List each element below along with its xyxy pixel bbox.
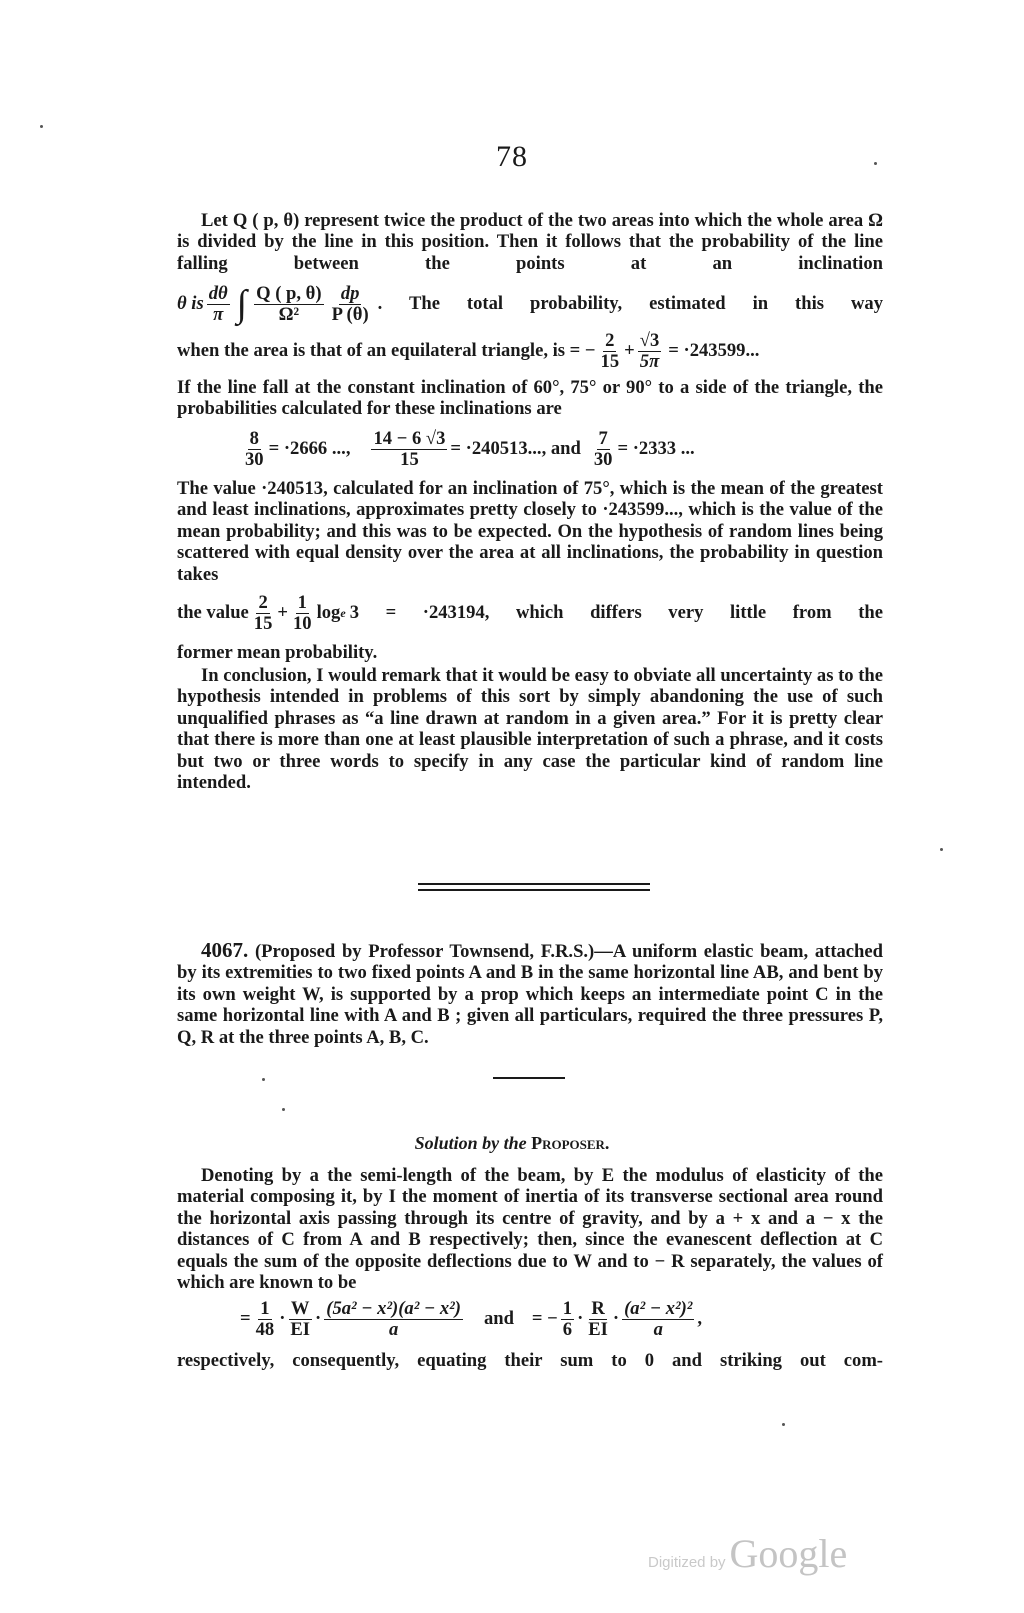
numerator: Q ( p, θ) [256, 282, 322, 304]
fraction-square-a [622, 1299, 694, 1340]
solution-paragraph [177, 1165, 883, 1293]
fraction-14-6root3-15 [371, 429, 447, 470]
fraction-q-omega [254, 284, 324, 325]
eq-tail: 3 = ·243194, which differs very little from the [349, 602, 883, 623]
denominator: P (θ) [331, 303, 369, 325]
numerator: dθ [208, 282, 228, 304]
numerator: 1 [260, 1297, 270, 1319]
question-body: —A uniform elastic beam, attached by its extremities to two fixed points A and B in the same horizontal line AB, and bent by its own weight W, is supported by a prop which keeps an intermediate point C in the same horizontal line with A and B ; given all particulars, required the three pressures P, Q, R at the three points A, B, C. [177, 941, 883, 1048]
dot-operator: · [612, 1308, 620, 1329]
comma: , [697, 1308, 703, 1329]
eq-lead: when the area is that of an equilateral triangle, is = − [177, 340, 596, 361]
fraction-w-ei [288, 1299, 312, 1340]
fraction-2-15 [252, 593, 275, 634]
scan-speck [782, 1423, 785, 1426]
paragraph-former-mean [177, 642, 883, 663]
denominator: 15 [400, 448, 419, 470]
fraction-dtheta-pi [207, 284, 230, 325]
section-divider [418, 883, 650, 891]
scan-speck [40, 125, 43, 128]
denominator: 15 [600, 350, 620, 372]
question-number: 4067. [201, 938, 249, 962]
paragraph-text: The value ·240513, calculated for an inclination of 75°, which is the mean of the greatest and least inclinations, approximates pretty closely to ·243599..., which is the value of the mean probability; and this was to be expected. On the hypothesis of random lines being scattered with equal density over the area at all inclinations, the probability in question takes [177, 478, 883, 585]
denominator: EI [290, 1318, 311, 1340]
numerator: 1 [562, 1297, 573, 1319]
paragraph-text: Denoting by a the semi-length of the beam, by E the modulus of elasticity of the material composing it, by I the moment of inertia of its transverse sectional area round the horizontal axis passing through its centre of gravity, and by a + x and a − x the distances of C from A and B respectively; then, since the evanescent deflection at C equals the sum of the opposite deflections due to W and to − R separately, the values of which are known to be [177, 1165, 883, 1294]
denominator: 6 [562, 1318, 573, 1340]
paragraph-text: former mean probability. [177, 642, 378, 663]
numerator: R [591, 1297, 605, 1319]
paragraph-discussion [177, 478, 883, 585]
numerator: 2 [258, 591, 268, 613]
denominator: 15 [253, 612, 273, 634]
paragraph-final [177, 1350, 883, 1371]
numerator: dp [340, 282, 360, 304]
denominator: 30 [245, 448, 264, 470]
fraction-r-ei [586, 1299, 610, 1340]
numerator: 14 − 6 √3 [373, 427, 446, 449]
and-word: and [483, 1308, 514, 1329]
numerator: W [290, 1297, 310, 1319]
fraction-1-48 [254, 1299, 277, 1340]
denominator: a [653, 1318, 663, 1340]
scan-speck [874, 162, 877, 165]
eq-lead: the value [177, 602, 249, 623]
scan-speck [282, 1108, 285, 1111]
fraction-polynomial-a [324, 1299, 463, 1340]
paragraph-inclinations [177, 377, 883, 420]
fraction-dp-ptheta [330, 284, 371, 325]
numerator: (a² − x²)² [624, 1297, 693, 1319]
fraction-1-6 [561, 1299, 574, 1340]
numerator: 2 [605, 329, 615, 351]
paragraph-conclusion [177, 665, 883, 793]
equation-probability-integral [177, 278, 883, 330]
eq-value: = ·243599... [668, 340, 760, 361]
page-number: 78 [496, 140, 528, 173]
denominator: 5π [639, 350, 660, 372]
scan-speck [940, 848, 943, 851]
numerator: 7 [598, 427, 608, 449]
watermark-small-text: Digitized by [648, 1554, 726, 1571]
denominator: π [213, 303, 224, 325]
paragraph-text: Let Q ( p, θ) represent twice the product of the two areas into which the whole area Ω is divided by the line in this position. Then it follows that the probability of the line falling between the points at an inclination [177, 210, 883, 274]
fraction-7-30 [592, 429, 615, 470]
paragraph-intro [177, 210, 883, 274]
denominator: 10 [293, 612, 312, 634]
equation-inclination-values [240, 426, 840, 472]
equation-deflections [240, 1293, 840, 1345]
plus-sign: + [277, 602, 288, 623]
denominator: 30 [593, 448, 613, 470]
log-base: e [340, 605, 346, 620]
numerator: 1 [297, 591, 307, 613]
integral-sign: ∫ [236, 283, 248, 325]
question-proposer: (Proposed by Professor Townsend, F.R.S.) [254, 941, 595, 962]
equation-total-probability [177, 328, 883, 374]
value-90: = ·2333 ... [617, 438, 695, 459]
equals-sign: = [240, 1308, 251, 1329]
watermark-logo-text: Google [729, 1531, 848, 1576]
log-label: log [316, 602, 341, 623]
solution-heading [0, 1133, 1024, 1154]
paragraph-text: respectively, consequently, equating their sum to 0 and striking out com- [177, 1350, 883, 1371]
fraction-1-10 [291, 593, 314, 634]
denominator: 48 [255, 1318, 275, 1340]
numerator: √3 [639, 329, 660, 351]
paragraph-text: In conclusion, I would remark that it would be easy to obviate all uncertainty as to the hypothesis intended in problems of this sort by simply abandoning the use of such unqualified phrases as “a line drawn at random in a given area.” For it is pretty clear that there is more than one at least plausible interpretation of such a phrase, and it costs but two or three words to specify in any case the particular kind of random line intended. [177, 665, 883, 794]
value-75: = ·240513..., and [450, 438, 581, 459]
paragraph-text: If the line fall at the constant inclination of 60°, 75° or 90° to a side of the triangle, the probabilities calculated for these inclinations are [177, 377, 883, 420]
value-60: = ·2666 ..., [268, 438, 351, 459]
denominator: EI [588, 1318, 608, 1340]
denominator: Ω² [278, 303, 300, 325]
plus-sign: + [624, 340, 635, 361]
denominator: a [388, 1318, 399, 1340]
dot-operator: · [315, 1308, 322, 1329]
dot-operator: · [279, 1308, 286, 1329]
solution-divider [493, 1077, 565, 1079]
question-4067 [177, 940, 883, 1048]
solution-heading-italic: Solution by the [414, 1133, 527, 1153]
scan-speck [262, 1078, 265, 1081]
question-text [177, 940, 883, 1048]
fraction-2-15 [599, 331, 622, 372]
eq-tail: . The total probability, estimated in this way [377, 293, 883, 314]
dot-operator: · [577, 1308, 584, 1329]
digitized-by-google-watermark [648, 1530, 847, 1577]
numerator: 8 [249, 427, 259, 449]
numerator: (5a² − x²)(a² − x²) [326, 1297, 461, 1319]
equation-random-lines-value [177, 588, 883, 638]
fraction-8-30 [243, 429, 266, 470]
equals-minus-sign: = − [531, 1308, 558, 1329]
fraction-root3-5pi [638, 331, 662, 372]
eq-theta-is: θ is [177, 293, 204, 314]
solution-heading-name: Proposer. [531, 1133, 610, 1153]
